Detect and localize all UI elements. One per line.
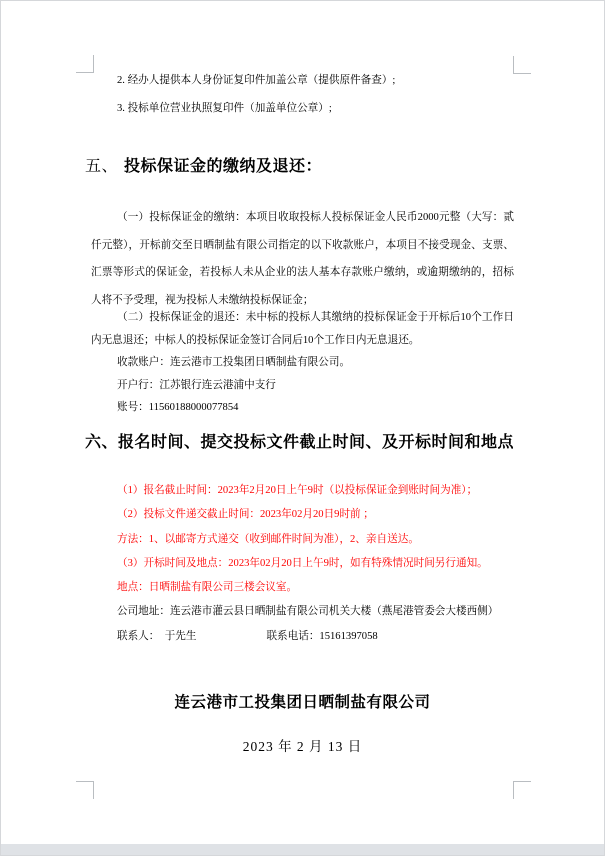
deposit-payment-block [91, 204, 514, 314]
section6-heading [85, 431, 515, 455]
deposit-refund-paragraph: （二）投标保证金的退还：未中标的投标人其缴纳的投标保证金于开标后10个工作日内无息退还；中标人的投标保证金签订合同后10个工作日内无息退还。 [91, 312, 514, 346]
contact-phone: 联系电话：15161397058 [266, 630, 378, 642]
window-bottom-strip [0, 844, 605, 856]
footer-company-name: 连云港市工投集团日晒制盐有限公司 [174, 694, 431, 711]
text-boundary-mark-bottom-left [76, 781, 94, 799]
deposit-payment-paragraph: （一）投标保证金的缴纳：本项目收取投标人投标保证金人民币2000元整（大写：贰仟元整），开标前交至日晒制盐有限公司指定的以下收款账户，本项目不接受现金、支票、汇票等形式的保证金，若投标人未从企业的法人基本存款账户缴纳，或逾期缴纳的，招标人将不予受理，视为投标人未缴纳投标保证金； [91, 212, 514, 306]
schedule-block [91, 479, 514, 649]
text-boundary-mark-bottom-right [513, 781, 531, 799]
contact-line [91, 625, 514, 649]
signup-deadline-line: （1）报名截止时间：2023年2月20日上午9时（以投标保证金到账时间为准）； [117, 485, 478, 496]
section5-heading [85, 155, 515, 179]
beneficiary-account-line: 收款账户：连云港市工投集团日晒制盐有限公司。 [117, 357, 351, 368]
delivery-method-line: 方法：1、以邮寄方式递交（收到邮件时间为准），2、亲自送达。 [117, 533, 419, 545]
section6-title: 六、报名时间、提交投标文件截止时间、及开标时间和地点 [85, 434, 515, 451]
section5-title: 投标保证金的缴纳及退还： [124, 158, 323, 175]
bid-opening-time-line: （3）开标时间及地点：2023年02月20日上午9时，如有特殊情况时间另行通知。 [117, 557, 488, 569]
section5-number: 五、 [85, 158, 119, 175]
footer-date: 2023 年 2 月 13 日 [242, 739, 363, 754]
bid-opening-place-line: 地点：日晒制盐有限公司三楼会议室。 [117, 582, 298, 594]
submission-deadline-line: （2）投标文件递交截止时间：2023年02月20日9时前 ； [117, 509, 374, 521]
note-line-2: 2. 经办人提供本人身份证复印件加盖公章（提供原件备查）; [117, 75, 396, 86]
contact-person: 联系人： 于先生 [117, 630, 197, 642]
deposit-refund-block [91, 307, 514, 420]
text-boundary-mark-top-right [513, 56, 531, 74]
account-number-line: 账号：11560188000077854 [117, 402, 239, 413]
bank-line: 开户行：江苏银行连云港浦中支行 [117, 379, 276, 391]
company-address-line: 公司地址：连云港市灌云县日晒制盐有限公司机关大楼（燕尾港管委会大楼西侧） [117, 606, 499, 618]
id-copy-notes [91, 67, 514, 123]
note-line-3: 3. 投标单位营业执照复印件（加盖单位公章）; [117, 103, 332, 114]
